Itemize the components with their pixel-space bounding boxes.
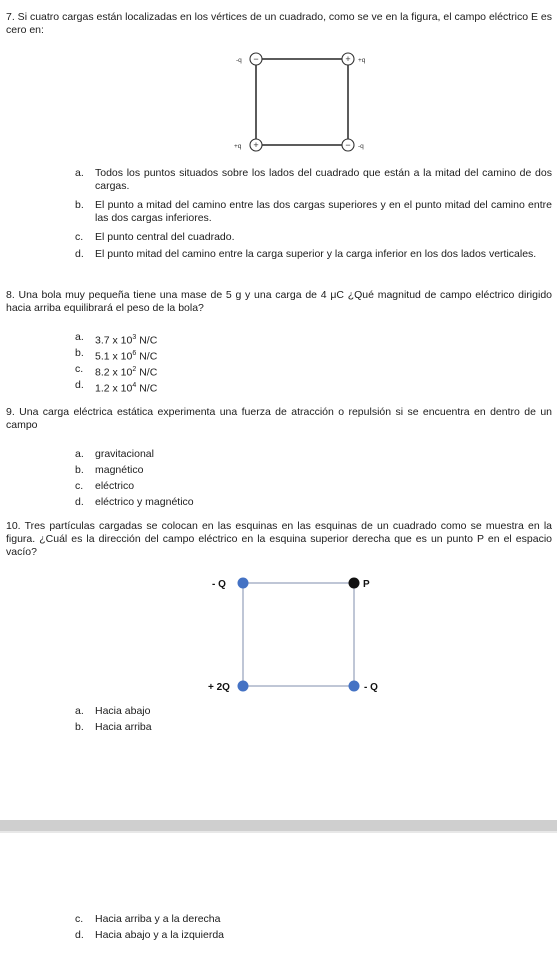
option-letter: a. (75, 448, 84, 460)
q7-tr-label: +q (358, 57, 366, 64)
option-letter: d. (75, 248, 84, 260)
option-letter: a. (75, 705, 84, 717)
q7-br-sign: − (345, 140, 351, 150)
q10-charge-square-figure (200, 573, 390, 697)
option-letter: b. (75, 199, 84, 211)
q10-point-p (349, 578, 360, 589)
q7-br-label: -q (358, 143, 364, 150)
option-unit: N/C (136, 350, 158, 363)
option-mantissa: 8.2 x 10 (95, 366, 133, 379)
option-letter: b. (75, 464, 84, 476)
q7-tl-label: -q (236, 57, 242, 64)
option-letter: c. (75, 480, 84, 492)
q7-square (256, 59, 348, 145)
option-text: magnético (95, 464, 144, 476)
q7-charge-square-figure (222, 50, 370, 154)
option-letter: d. (75, 929, 84, 941)
option-letter: a. (75, 167, 84, 179)
q10-bl-label: + 2Q (208, 682, 230, 693)
option-letter: b. (75, 721, 84, 733)
q7-bl-sign: + (253, 140, 259, 150)
option-letter: c. (75, 231, 84, 243)
option-mantissa: 5.1 x 10 (95, 350, 133, 363)
option-letter: d. (75, 379, 84, 391)
option-exponent: 6 (132, 350, 137, 357)
option-letter: c. (75, 363, 84, 375)
option-letter: d. (75, 496, 84, 508)
q10-bl-charge (238, 681, 249, 692)
option-text: El punto a mitad del camino entre las dos cargas superiores y en el punto mitad del camino entre las dos cargas inferiores. (95, 199, 552, 224)
option-letter: c. (75, 913, 84, 925)
page-break-shadow (0, 831, 557, 833)
option-text: eléctrico (95, 480, 135, 492)
question-7-text: 7. Si cuatro cargas están localizadas en los vértices de un cuadrado, como se ve en la figura, el campo eléctrico E es cero en: (6, 11, 552, 36)
q10-tl-label: - Q (212, 579, 226, 590)
option-unit: N/C (136, 366, 158, 379)
question-8-text: 8. Una bola muy pequeña tiene una mase de 5 g y una carga de 4 μC ¿Qué magnitud de campo eléctrico dirigido hacia arriba equilibrará el peso de la bola? (6, 289, 552, 314)
option-text: Hacia abajo y a la izquierda (95, 929, 224, 941)
option-text: El punto central del cuadrado. (95, 231, 235, 243)
option-exponent: 3 (132, 334, 137, 341)
option-letter: a. (75, 331, 84, 343)
q7-tr-sign: + (345, 54, 351, 64)
q10-br-charge (349, 681, 360, 692)
option-text: gravitacional (95, 448, 154, 460)
q10-tl-charge (238, 578, 249, 589)
option-exponent: 2 (132, 366, 137, 373)
q7-bl-label: +q (234, 143, 242, 150)
question-9-text: 9. Una carga eléctrica estática experimenta una fuerza de atracción o repulsión si se encuentra en dentro de un campo (6, 406, 552, 431)
option-text: Hacia arriba y a la derecha (95, 913, 221, 925)
option-unit: N/C (136, 334, 158, 347)
option-mantissa: 1.2 x 10 (95, 382, 133, 395)
q10-square (243, 583, 354, 686)
question-10-text: 10. Tres partículas cargadas se colocan en las esquinas en las esquinas de un cuadrado como se muestra en la figura. ¿Cuál es la dirección del campo eléctrico en la esquina superior derecha que es un punto P en el espacio vacío? (6, 520, 552, 558)
option-text: Hacia arriba (95, 721, 152, 733)
option-text: El punto mitad del camino entre la carga superior y la carga inferior en los dos lados verticales. (95, 248, 537, 260)
option-text: Hacia abajo (95, 705, 151, 717)
option-mantissa: 3.7 x 10 (95, 334, 133, 347)
option-text: eléctrico y magnético (95, 496, 194, 508)
option-exponent: 4 (132, 382, 137, 389)
option-text: Todos los puntos situados sobre los lados del cuadrado que están a la mitad del camino de dos cargas. (95, 167, 552, 192)
page-break-band (0, 820, 557, 831)
q10-br-label: - Q (364, 682, 378, 693)
option-unit: N/C (136, 382, 158, 395)
q7-tl-sign: − (253, 54, 259, 64)
option-letter: b. (75, 347, 84, 359)
q10-tr-label: P (363, 579, 370, 590)
